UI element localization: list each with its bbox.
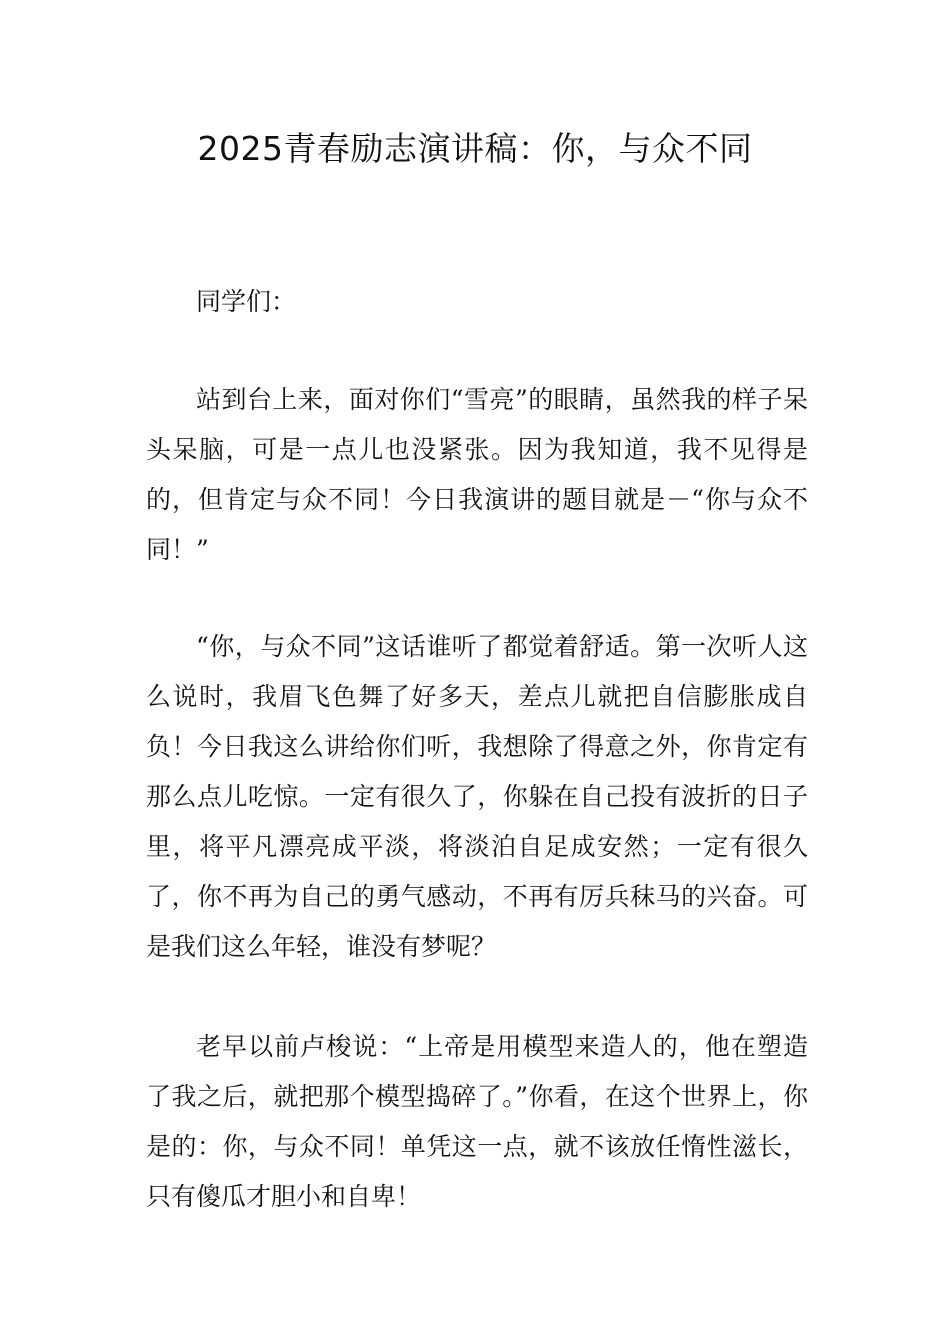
paragraph-1: 站到台上来，面对你们“雪亮”的眼睛，虽然我的样子呆头呆脑，可是一点儿也没紧张。因为我知道，我不见得是的，但肯定与众不同！今日我演讲的题目就是－“你与众不同！” xyxy=(146,385,808,564)
salutation: 同学们： xyxy=(196,287,297,316)
paragraph-3: 老早以前卢梭说：“上帝是用模型来造人的，他在塑造了我之后，就把那个模型捣碎了。”你看，在这个世界上，你是的：你，与众不同！单凭这一点，就不该放任惰性滋长，只有傻瓜才胆小和自卑！ xyxy=(146,1032,808,1211)
paragraph-2: “你，与众不同”这话谁听了都觉着舒适。第一次听人这么说时，我眉飞色舞了好多天，差点儿就把自信膨胀成自负！今日我这么讲给你们听，我想除了得意之外，你肯定有那么点儿吃惊。一定有很久了，你躲在自己投有波折的日子里，将平凡漂亮成平淡，将淡泊自足成安然；一定有很久了，你不再为自己的勇气感动，不再有厉兵秣马的兴奋。可是我们这么年轻，谁没有梦呢？ xyxy=(146,632,808,961)
document-title: 2025青春励志演讲稿：你，与众不同 xyxy=(197,129,753,168)
